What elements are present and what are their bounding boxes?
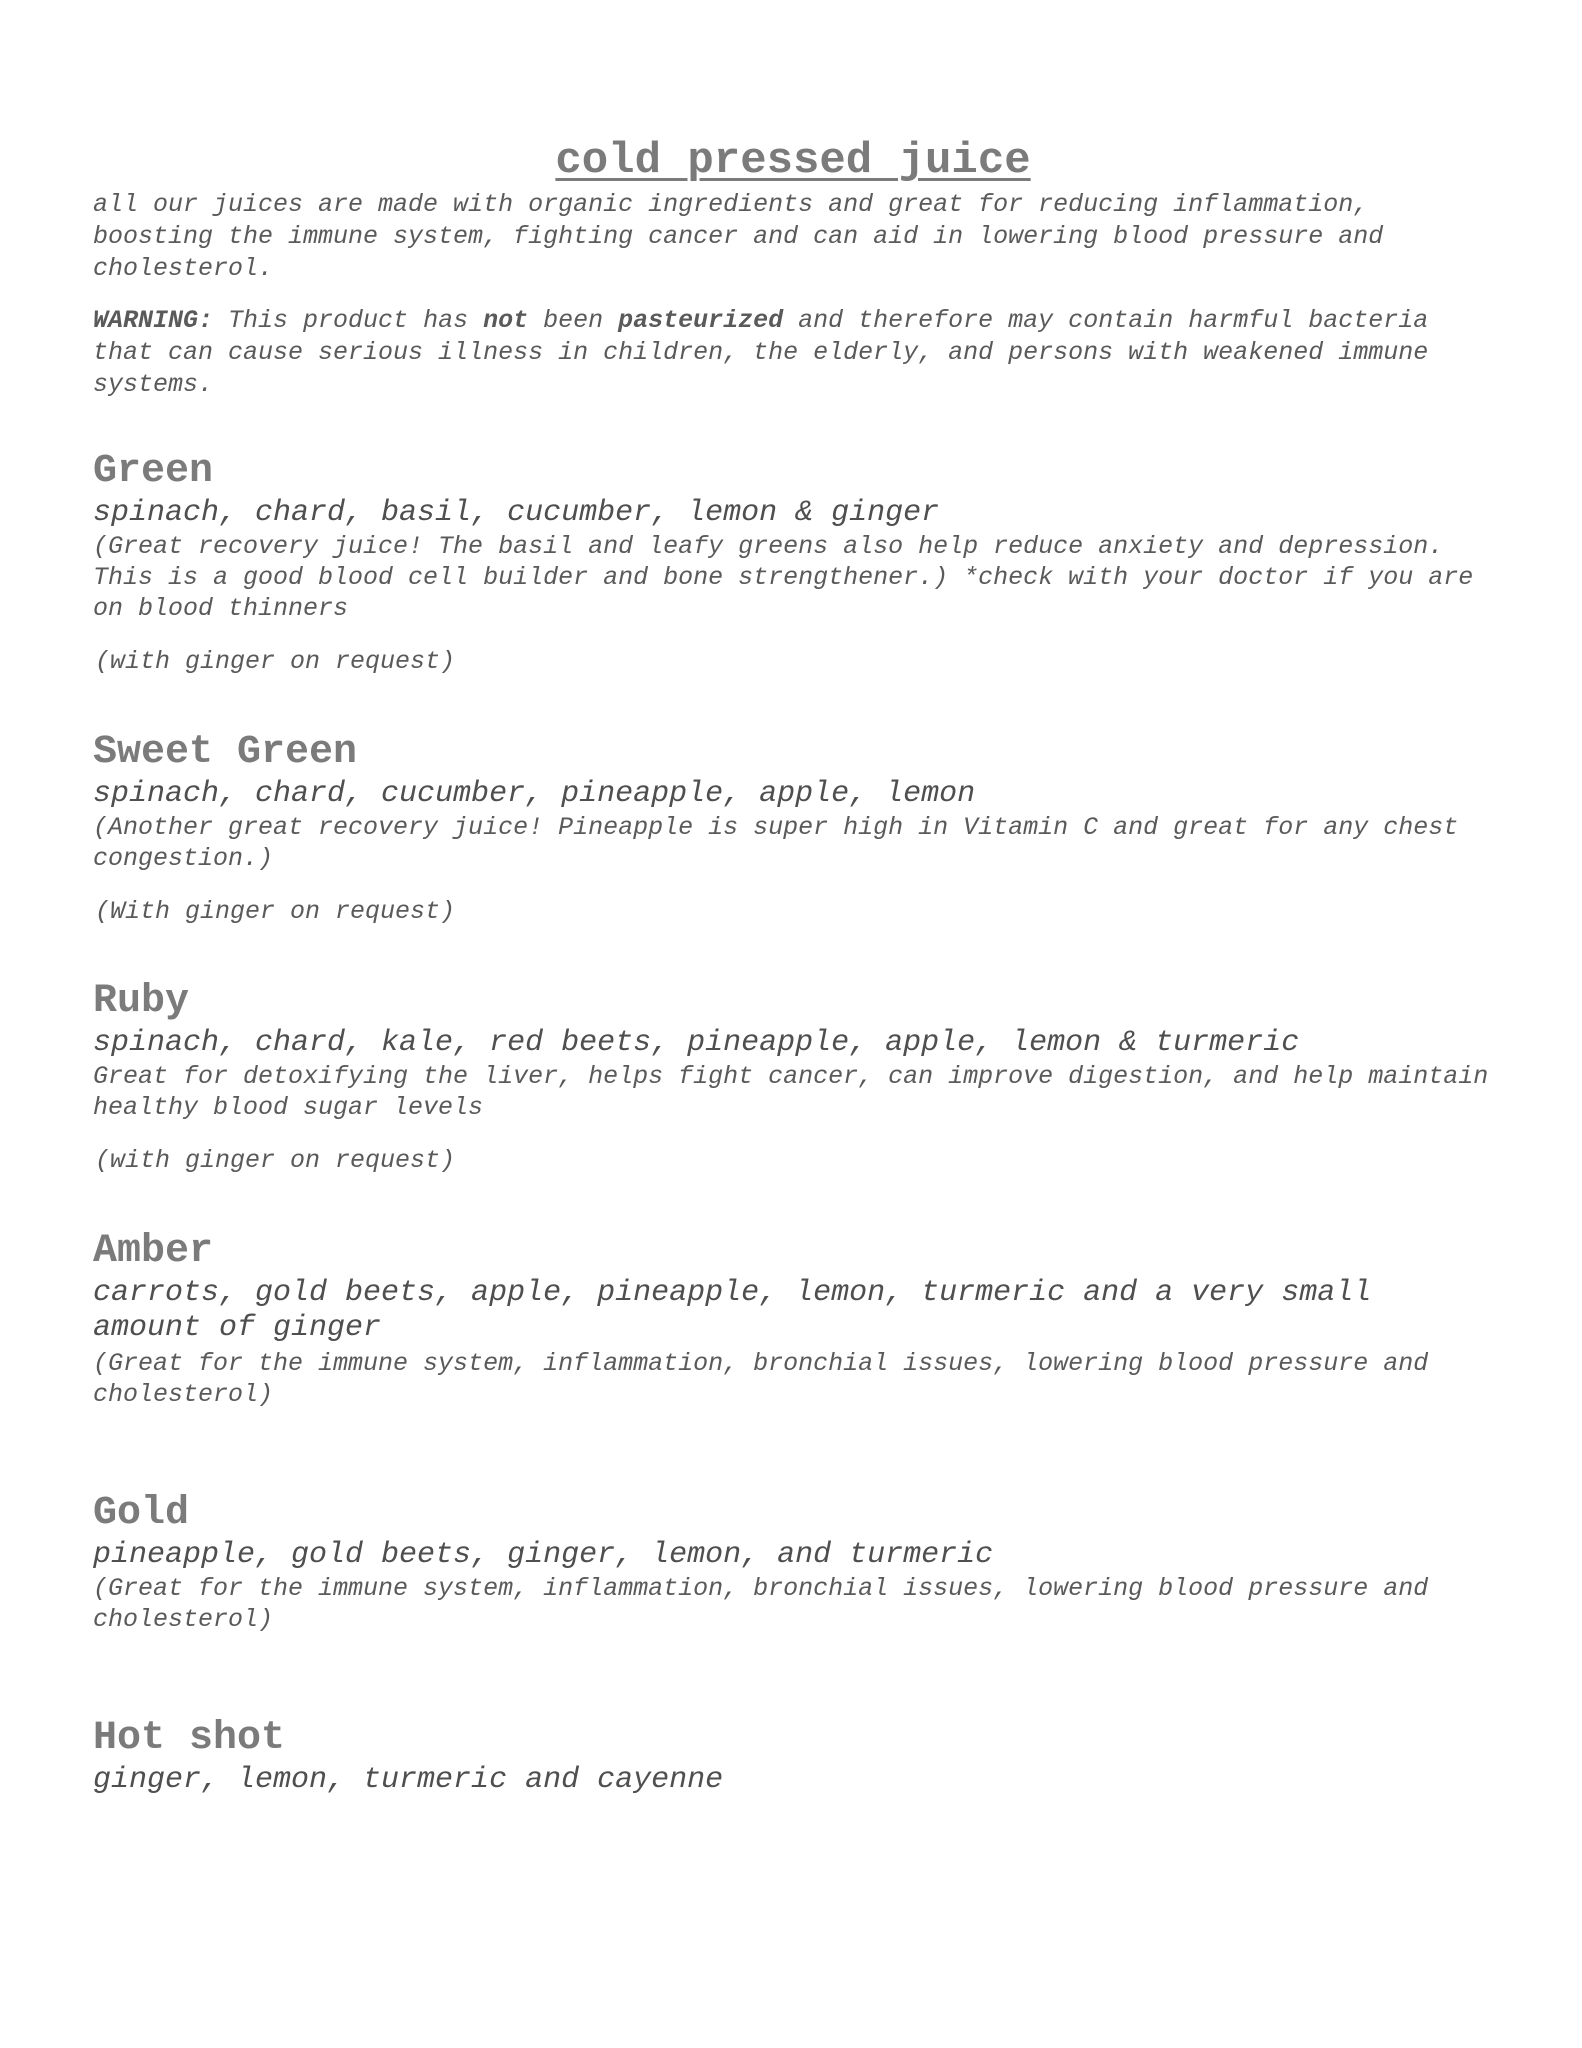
- juice-description: (Great recovery juice! The basil and leafy greens also help reduce anxiety and depression. This is a good blood cell builder and bone strengthener.) *check with your doctor if you are on blood thinners: [93, 532, 1474, 623]
- juice-note: (With ginger on request): [95, 897, 456, 926]
- warning-label: WARNING:: [93, 306, 214, 335]
- warning-part-3: and therefore may contain harmful bacteria that can cause serious illness in children, the elderly, and persons with weakened immune systems.: [93, 306, 1429, 399]
- juice-ingredients: spinach, chard, basil, cucumber, lemon & ginger: [93, 496, 940, 530]
- juice-item-green: [93, 450, 1493, 677]
- juice-ingredients: spinach, chard, cucumber, pineapple, apple, lemon: [93, 777, 976, 811]
- juice-item-hot-shot: [93, 1717, 1493, 1798]
- juice-item-gold: [93, 1492, 1493, 1635]
- intro-text: all our juices are made with organic ingredients and great for reducing inflammation, boosting the immune system, fighting cancer and can aid in lowering blood pressure and cholesterol.: [93, 190, 1384, 283]
- warning-not: not: [483, 306, 529, 335]
- juice-name: Ruby: [93, 979, 190, 1024]
- warning-text: [93, 305, 1493, 401]
- warning-pasteurized: pasteurized: [618, 306, 784, 335]
- juice-name: Amber: [93, 1229, 214, 1274]
- juice-description: Great for detoxifying the liver, helps fight cancer, can improve digestion, and help maintain healthy blood sugar levels: [93, 1062, 1489, 1122]
- juice-name: Sweet Green: [93, 730, 358, 775]
- juice-name: Green: [93, 449, 214, 494]
- juice-item-ruby: [93, 980, 1493, 1176]
- juice-description: (Another great recovery juice! Pineapple is super high in Vitamin C and great for any chest congestion.): [93, 813, 1459, 873]
- juice-note: (with ginger on request): [95, 1146, 456, 1175]
- juice-ingredients: spinach, chard, kale, red beets, pineapple, apple, lemon & turmeric: [93, 1026, 1300, 1060]
- juice-item-amber: [93, 1230, 1493, 1410]
- page-title: cold pressed juice: [555, 136, 1031, 186]
- juice-description: (Great for the immune system, inflammation, bronchial issues, lowering blood pressure and cholesterol): [93, 1349, 1429, 1409]
- juice-note: (with ginger on request): [95, 647, 456, 676]
- juice-name: Gold: [93, 1491, 190, 1536]
- warning-part-1: This product has: [213, 306, 484, 335]
- juice-ingredients: carrots, gold beets, apple, pineapple, lemon, turmeric and a very small amount of ginger: [93, 1276, 1372, 1345]
- juice-ingredients: ginger, lemon, turmeric and cayenne: [93, 1763, 724, 1797]
- juice-name: Hot shot: [93, 1716, 286, 1761]
- juice-ingredients: pineapple, gold beets, ginger, lemon, and turmeric: [93, 1538, 994, 1572]
- warning-part-2: been: [528, 306, 619, 335]
- juice-item-sweet-green: [93, 731, 1493, 927]
- juice-description: (Great for the immune system, inflammation, bronchial issues, lowering blood pressure and cholesterol): [93, 1574, 1429, 1634]
- menu-page: [93, 135, 1493, 401]
